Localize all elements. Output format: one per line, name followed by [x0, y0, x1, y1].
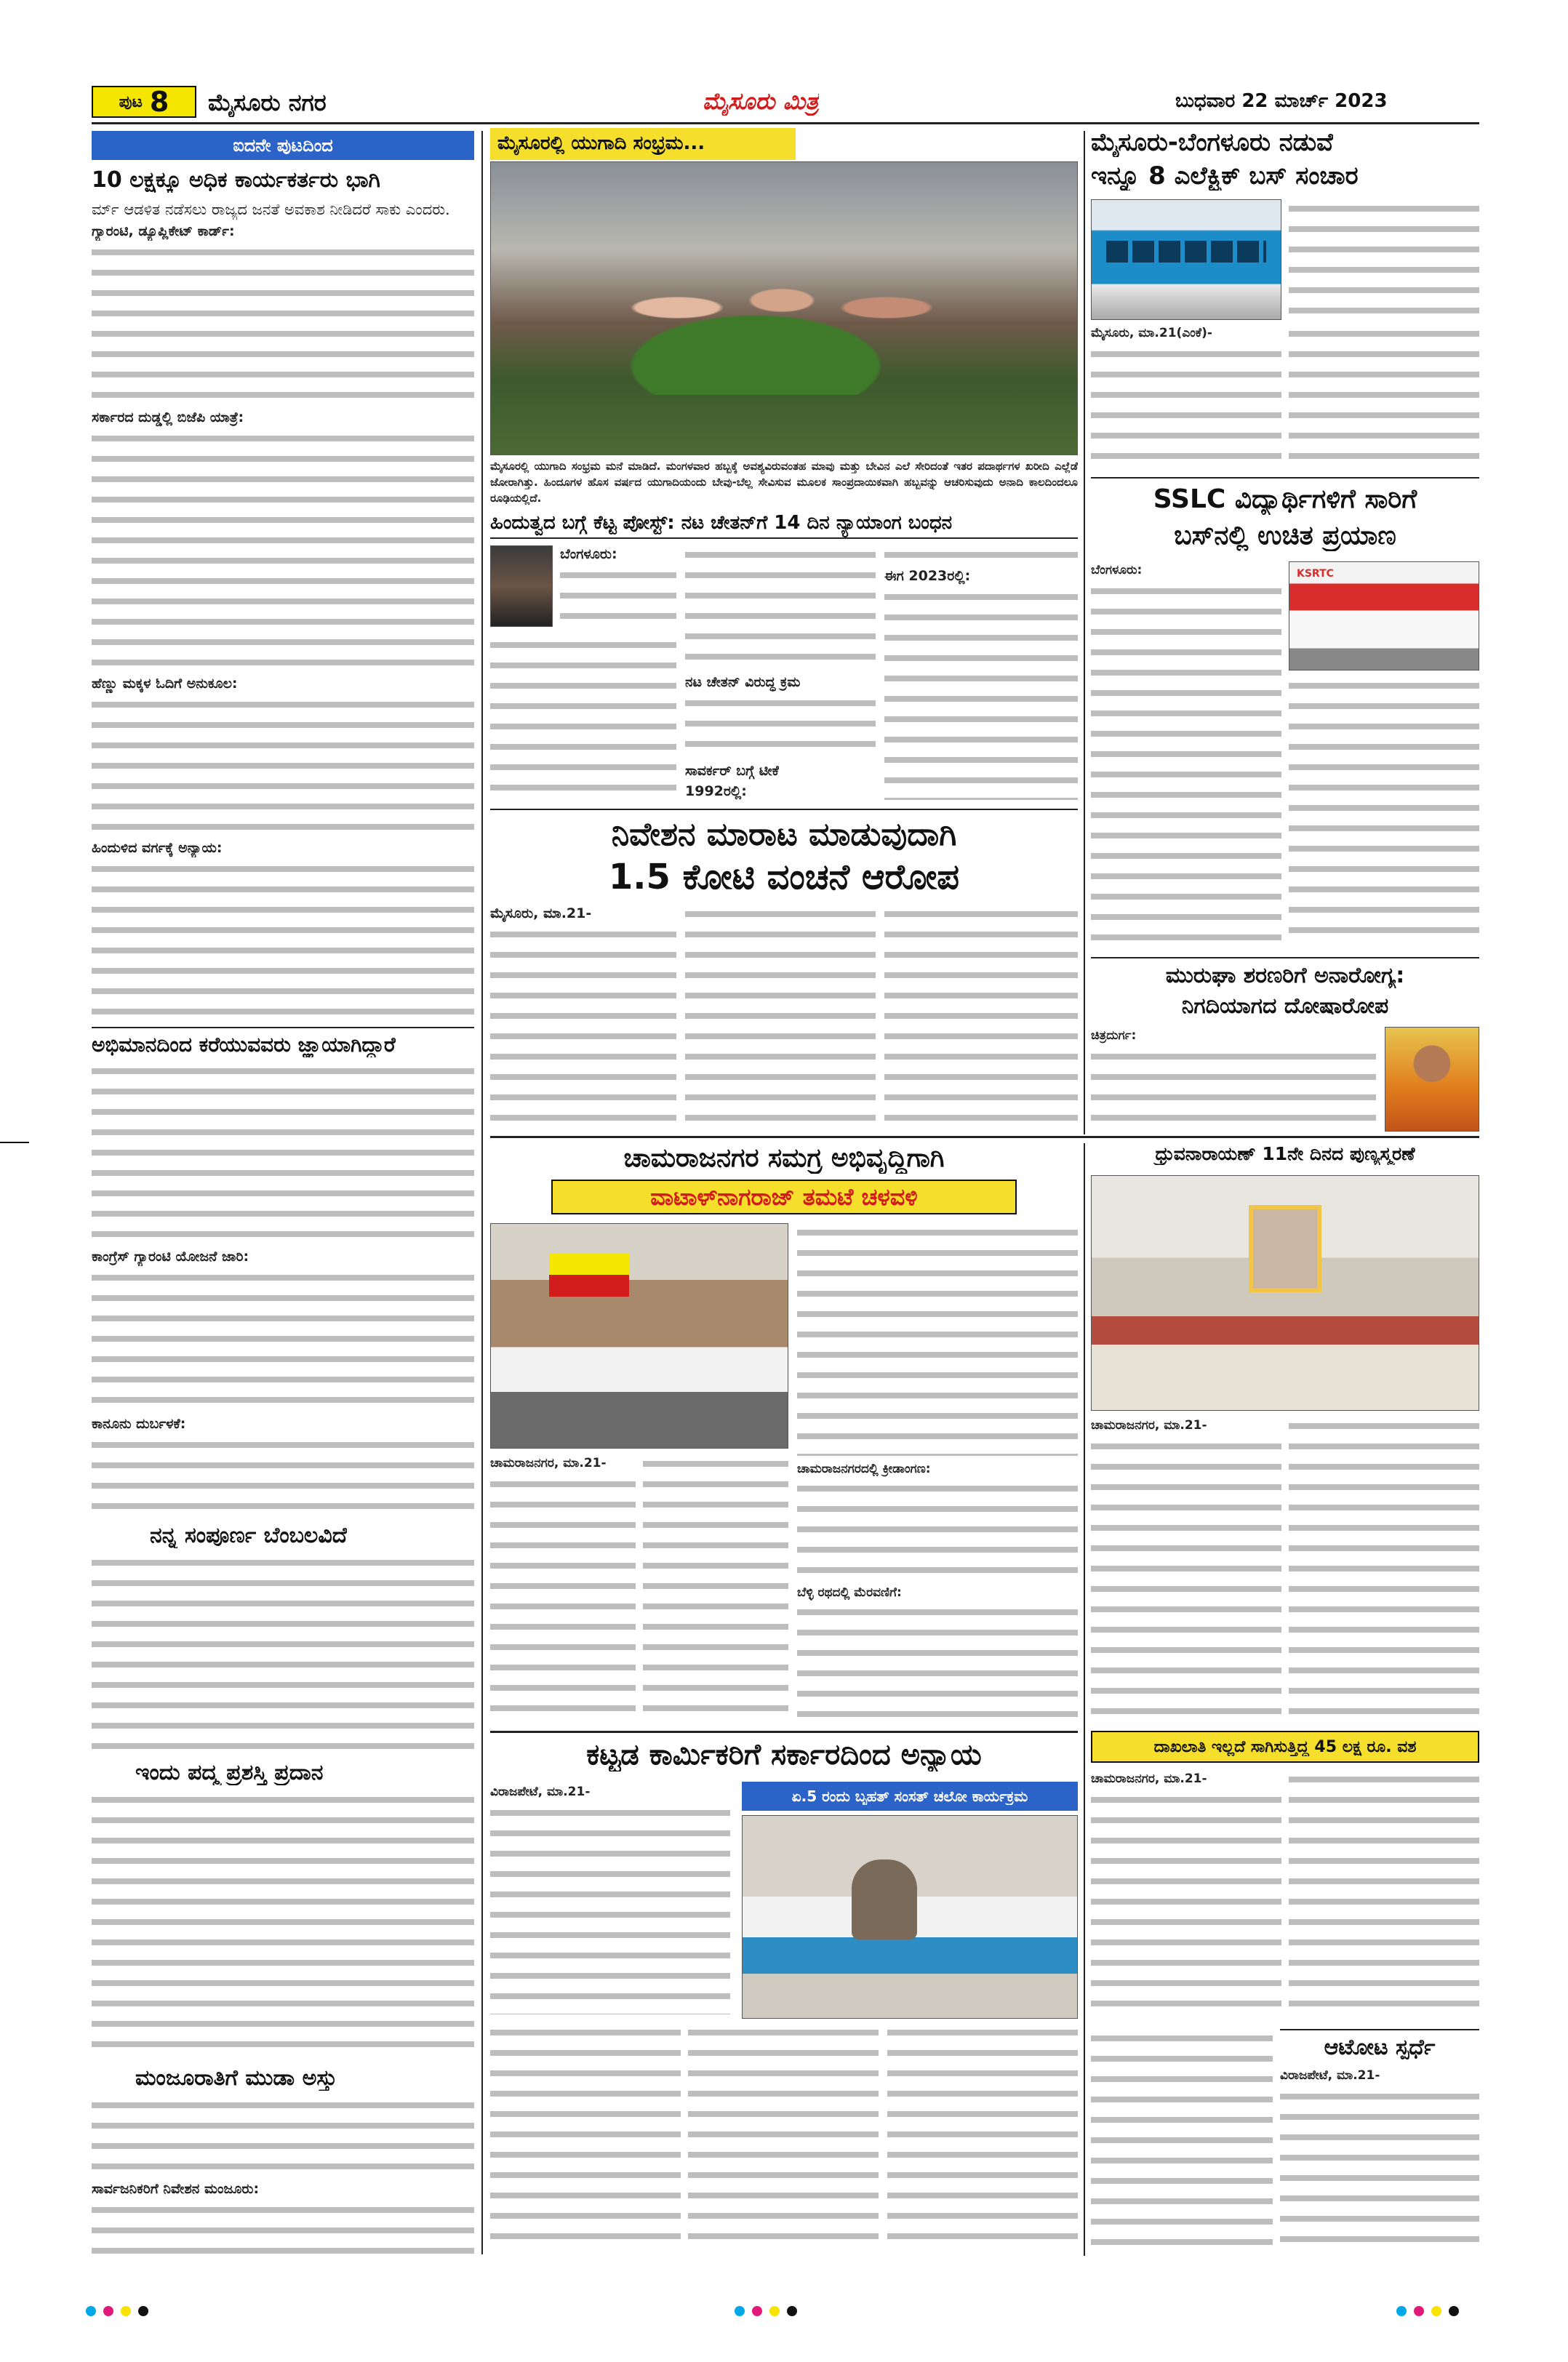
story-construction-workers — [490, 1731, 1078, 2254]
color-registration-center — [735, 2305, 804, 2319]
text-block — [1091, 1437, 1281, 1722]
story-dhruvanarayan — [1091, 1143, 1479, 1725]
subhead-savarkar: ಸಾವರ್ಕರ್ ಬಗ್ಗೆ ಟೀಕೆ — [685, 763, 779, 779]
continued-banner-text: ಐದನೇ ಪುಟದಿಂದ — [233, 135, 333, 156]
text-block — [92, 243, 474, 403]
sslc-dateline: ಬೆಂಗಳೂರು: — [1091, 563, 1143, 577]
text-block — [685, 905, 876, 1126]
chetan-portrait — [490, 545, 553, 627]
section-rule — [490, 1136, 1479, 1138]
subhead-stadium: ಚಾಮರಾಜನಗರದಲ್ಲಿ ಕ್ರೀಡಾಂಗಣ: — [797, 1462, 931, 1476]
text-block — [685, 545, 876, 669]
ebus-headline-line2: ಇನ್ನೂ 8 ಎಲೆಕ್ಟ್ರಿಕ್ ಬಸ್ ಸಂಚಾರ — [1091, 161, 1359, 191]
sports-headline: ಆಟೋಟ ಸ್ಪರ್ಧೆ — [1324, 2035, 1436, 2060]
text-block — [92, 1553, 474, 1753]
column-divider — [1084, 1143, 1085, 2256]
text-block — [1091, 826, 1281, 945]
continued-banner — [92, 131, 474, 160]
story-lead-workers: ರ್ಮ್ ಆಡಳಿತ ನಡೆಸಲು ರಾಜ್ಯದ ಜನತೆ ಅವಕಾಶ ನೀಡಿದರೆ ಸಾಕು ಎಂದರು. — [92, 201, 450, 218]
story-45-lakh — [1091, 1731, 1479, 2022]
divider — [490, 1731, 1078, 1733]
vatal-subhead-box — [551, 1180, 1017, 1214]
text-block — [490, 925, 676, 1126]
divider — [1091, 477, 1479, 479]
ksrtc-bus-photo — [1289, 561, 1479, 670]
ebus-dateline: ಮೈಸೂರು, ಮಾ.21(ಎಂಕೆ)- — [1091, 326, 1212, 340]
divider — [1280, 2029, 1479, 2030]
column-divider — [481, 131, 483, 2254]
story-headline-workers: 10 ಲಕ್ಷಕ್ಕೂ ಅಧಿಕ ಕಾರ್ಯಕರ್ತರು ಭಾಗಿ — [92, 167, 380, 193]
chetan-headline: ಹಿಂದುತ್ವದ ಬಗ್ಗೆ ಕೆಟ್ಟ ಪೋಸ್ಟ್: ನಟ ಚೇತನ್‌ಗೆ 14 ದಿನ ನ್ಯಾಯಾಂಗ ಬಂಧನ — [490, 512, 1078, 539]
workers-subhead-box — [742, 1782, 1078, 1811]
fraud-headline-line1: ನಿವೇಶನ ಮಾರಾಟ ಮಾಡುವುದಾಗಿ — [611, 816, 957, 853]
fraud-dateline: ಮೈಸೂರು, ಮಾ.21- — [490, 905, 592, 921]
text-block — [884, 905, 1078, 1126]
ebus-headline-line1: ಮೈಸೂರು-ಬೆಂಗಳೂರು ನಡುವೆ — [1091, 128, 1334, 157]
text-block — [1289, 199, 1479, 320]
sslc-headline-line1: SSLC ವಿದ್ಯಾರ್ಥಿಗಳಿಗೆ ಸಾರಿಗೆ — [1153, 484, 1417, 514]
text-block — [92, 1062, 474, 1244]
cash-dateline: ಚಾಮರಾಜನಗರ, ಮಾ.21- — [1091, 1772, 1207, 1786]
dhruva-headline: ಧ್ರುವನಾರಾಯಣ್ 11ನೇ ದಿನದ ಪುಣ್ಯಸ್ಮರಣೆ — [1155, 1143, 1415, 1164]
text-block — [490, 2023, 681, 2251]
text-block — [884, 545, 1078, 566]
text-block — [884, 588, 1078, 800]
ebus-photo — [1091, 199, 1281, 320]
bus-code-label: KSRTC — [1297, 568, 1334, 580]
page-number-box — [92, 86, 196, 118]
subhead-guarantee: ಗ್ಯಾರಂಟಿ, ಡ್ಯೂಪ್ಲಿಕೇಟ್ ಕಾರ್ಡ್: — [92, 223, 235, 239]
text-block — [92, 1268, 474, 1411]
divider — [1091, 957, 1479, 958]
workers-press-photo — [742, 1815, 1078, 2019]
subhead-2023: ಈಗ 2023ರಲ್ಲಿ: — [884, 568, 971, 584]
ugadi-feature — [490, 128, 1078, 506]
subhead-1992: 1992ರಲ್ಲಿ: — [685, 783, 747, 799]
murugha-portrait — [1385, 1027, 1479, 1132]
text-block — [1289, 324, 1479, 468]
vatal-protest-photo — [490, 1223, 788, 1449]
ugadi-caption: ಮೈಸೂರಲ್ಲಿ ಯುಗಾದಿ ಸಂಭ್ರಮ ಮನೆ ಮಾಡಿದೆ. ಮಂಗಳವಾರ ಹಬ್ಬಕ್ಕೆ ಅವಶ್ಯವಿರುವಂತಹ ಮಾವು ಮತ್ತು ಬೇವಿನ ಎಲೆ ಸೇರಿದಂತೆ ಇತರ ಪದಾರ್ಥಗಳ ಖರೀದಿ ಎಲ್ಲೆಡೆ ಜೋರಾಗಿತ್ತು. ಹಿಂದೂಗಳ ಹೊಸ ವರ್ಷದ ಯುಗಾದಿಯಂದು ಬೇವು-ಬೆಲ್ಲ ಸೇವಿಸುವ ಮೂಲಕ ಸಾಂಪ್ರದಾಯಿಕವಾಗಿ ಹಬ್ಬವನ್ನು ಆಚರಿಸುವುದು ಅನಾದಿ ಕಾಲದಿಂದಲೂ ರೂಢಿಯಲ್ಲಿದೆ. — [490, 460, 1078, 505]
color-registration-left — [86, 2305, 156, 2319]
issue-date: ಬುಧವಾರ 22 ಮಾರ್ಚ್ 2023 — [1175, 90, 1388, 112]
ugadi-photo — [490, 161, 1078, 455]
sslc-headline-line2: ಬಸ್‌ನಲ್ಲಿ ಉಚಿತ ಪ್ರಯಾಣ — [1174, 521, 1396, 551]
dhruva-dateline: ಚಾಮರಾಜನಗರ, ಮಾ.21- — [1091, 1418, 1207, 1433]
paper-name-logo: ಮೈಸೂರು ಮಿತ್ರ — [703, 87, 819, 115]
text-block — [1091, 582, 1281, 822]
text-block — [92, 1790, 474, 2059]
cash-headline-box — [1091, 1731, 1479, 1763]
story-headline-honor: ಅಭಿಮಾನದಿಂದ ಕರೆಯುವವರು ಜ್ಞಾಯಾಗಿದ್ದಾರೆ — [92, 1033, 396, 1057]
vatal-headline: ಚಾಮರಾಜನಗರ ಸಮಗ್ರ ಅಭಿವೃದ್ಧಿಗಾಗಿ — [623, 1143, 945, 1173]
text-block — [490, 636, 676, 800]
story-body-workers — [92, 223, 474, 1021]
text-block — [490, 1475, 636, 1722]
column-divider — [1084, 131, 1085, 1134]
text-block — [1091, 1790, 1281, 2020]
text-block — [797, 1223, 1078, 1456]
text-block — [688, 2023, 879, 2251]
story-headline-muda: ಮಂಜೂರಾತಿಗೆ ಮುಡಾ ಅಸ್ತು — [135, 2065, 337, 2091]
text-block — [887, 2023, 1078, 2251]
murugha-dateline: ಚಿತ್ರದುರ್ಗ: — [1091, 1028, 1137, 1043]
subhead-actor-action: ನಟ ಚೇತನ್ ವಿರುದ್ಧ ಕ್ರಮ — [685, 674, 801, 690]
text-block — [92, 2201, 474, 2254]
masthead-rule — [92, 122, 1479, 124]
text-block — [92, 860, 474, 1021]
text-block — [92, 2096, 474, 2176]
subhead-guarantee-scheme: ಕಾಂಗ್ರೆಸ್ ಗ್ಯಾರಂಟಿ ಯೋಜನೆ ಜಾರಿ: — [92, 1249, 249, 1265]
text-block — [643, 1454, 788, 1722]
text-block — [490, 1803, 730, 2014]
bus-windows — [1106, 241, 1266, 263]
story-ebus — [1091, 128, 1479, 470]
text-block — [1280, 2087, 1479, 2251]
text-block — [1091, 345, 1281, 468]
ugadi-headline: ಮೈಸೂರಲ್ಲಿ ಯುಗಾದಿ ಸಂಭ್ರಮ... — [490, 128, 796, 160]
cash-headline: ದಾಖಲಾತಿ ಇಲ್ಲದೆ ಸಾಗಿಸುತ್ತಿದ್ದ 45 ಲಕ್ಷ ರೂ. ವಶ — [1153, 1737, 1417, 1756]
photo-crowd-shape — [520, 249, 1044, 395]
workers-dateline: ವಿರಾಜಪೇಟೆ, ಮಾ.21- — [490, 1785, 591, 1799]
divider — [92, 1027, 474, 1028]
subhead-backward-class: ಹಿಂದುಳಿದ ವರ್ಗಕ್ಕೆ ಅನ್ಯಾಯ: — [92, 840, 223, 856]
text-block — [1091, 2029, 1273, 2254]
text-block — [1289, 1770, 1479, 2020]
text-block — [685, 694, 876, 759]
story-sports — [1280, 2029, 1479, 2254]
text-block — [797, 1479, 1078, 1581]
text-block — [797, 1603, 1078, 1722]
sports-dateline: ವಿರಾಜಪೇಟೆ, ಮಾ.21- — [1280, 2068, 1380, 2083]
story-headline-support: ನನ್ನ ಸಂಪೂರ್ಣ ಬೆಂಬಲವಿದೆ — [150, 1523, 348, 1548]
text-block — [560, 566, 676, 631]
murugha-headline-line1: ಮುರುಘಾ ಶರಣರಿಗೆ ಅನಾರೋಗ್ಯ: — [1165, 963, 1405, 988]
text-block — [1091, 1047, 1376, 1132]
murugha-headline-line2: ನಿಗದಿಯಾಗದ ದೋಷಾರೋಪ — [1181, 993, 1389, 1019]
fraud-headline-line2: 1.5 ಕೋಟಿ ವಂಚನೆ ಆರೋಪ — [608, 857, 960, 897]
page-number: 8 — [149, 86, 169, 118]
dhruva-tribute-photo — [1091, 1175, 1479, 1411]
speaker-figure — [852, 1859, 917, 1939]
story-chetan — [490, 512, 1078, 803]
story-vatal — [490, 1143, 1078, 1725]
color-registration-right — [1396, 2305, 1466, 2319]
story-murugha — [1091, 957, 1479, 1134]
story-sslc — [1091, 477, 1479, 950]
text-block — [92, 695, 474, 833]
text-block — [1289, 676, 1479, 945]
story-headline-padma: ಇಂದು ಪದ್ಮ ಪ್ರಶಸ್ತಿ ಪ್ರದಾನ — [135, 1760, 324, 1785]
vatal-subhead: ವಾಟಾಳ್‌ನಾಗರಾಜ್ ತಮಟೆ ಚಳವಳಿ — [650, 1182, 918, 1211]
section-name: ಮೈಸೂರು ನಗರ — [208, 89, 327, 116]
left-column — [92, 131, 474, 2254]
workers-headline: ಕಟ್ಟಡ ಕಾರ್ಮಿಕರಿಗೆ ಸರ್ಕಾರದಿಂದ ಅನ್ಯಾಯ — [586, 1738, 982, 1772]
text-block — [92, 429, 474, 669]
vatal-dateline: ಚಾಮರಾಜನಗರ, ಮಾ.21- — [490, 1456, 607, 1470]
subhead-girls-education: ಹೆಣ್ಣು ಮಕ್ಕಳ ಓದಿಗೆ ಅನುಕೂಲ: — [92, 676, 238, 692]
text-block — [92, 1436, 474, 1517]
portrait-frame — [1249, 1205, 1321, 1292]
text-block — [1289, 1417, 1479, 1722]
subhead-silver-chariot: ಬೆಳ್ಳಿ ರಥದಲ್ಲಿ ಮೆರವಣಿಗೆ: — [797, 1585, 902, 1600]
divider — [490, 809, 1078, 810]
flag-shape — [549, 1253, 629, 1297]
chetan-dateline: ಬೆಂಗಳೂರು: — [560, 546, 617, 562]
subhead-law-misuse: ಕಾನೂನು ದುರ್ಬಳಕೆ: — [92, 1416, 186, 1432]
crop-mark — [0, 1142, 29, 1143]
workers-subhead: ಏ.5 ರಂದು ಬೃಹತ್ ಸಂಸತ್ ಚಲೋ ಕಾರ್ಯಕ್ರಮ — [791, 1787, 1028, 1805]
subhead-site-allotment: ಸಾರ್ವಜನಿಕರಿಗೆ ನಿವೇಶನ ಮಂಜೂರು: — [92, 2181, 260, 2197]
subhead-bjp-yatra: ಸರ್ಕಾರದ ದುಡ್ಡಲ್ಲಿ ಬಿಜೆಪಿ ಯಾತ್ರೆ: — [92, 409, 244, 425]
story-fraud — [490, 809, 1078, 1129]
page-label: ಪುಟ — [119, 92, 143, 111]
masthead — [92, 86, 1479, 119]
